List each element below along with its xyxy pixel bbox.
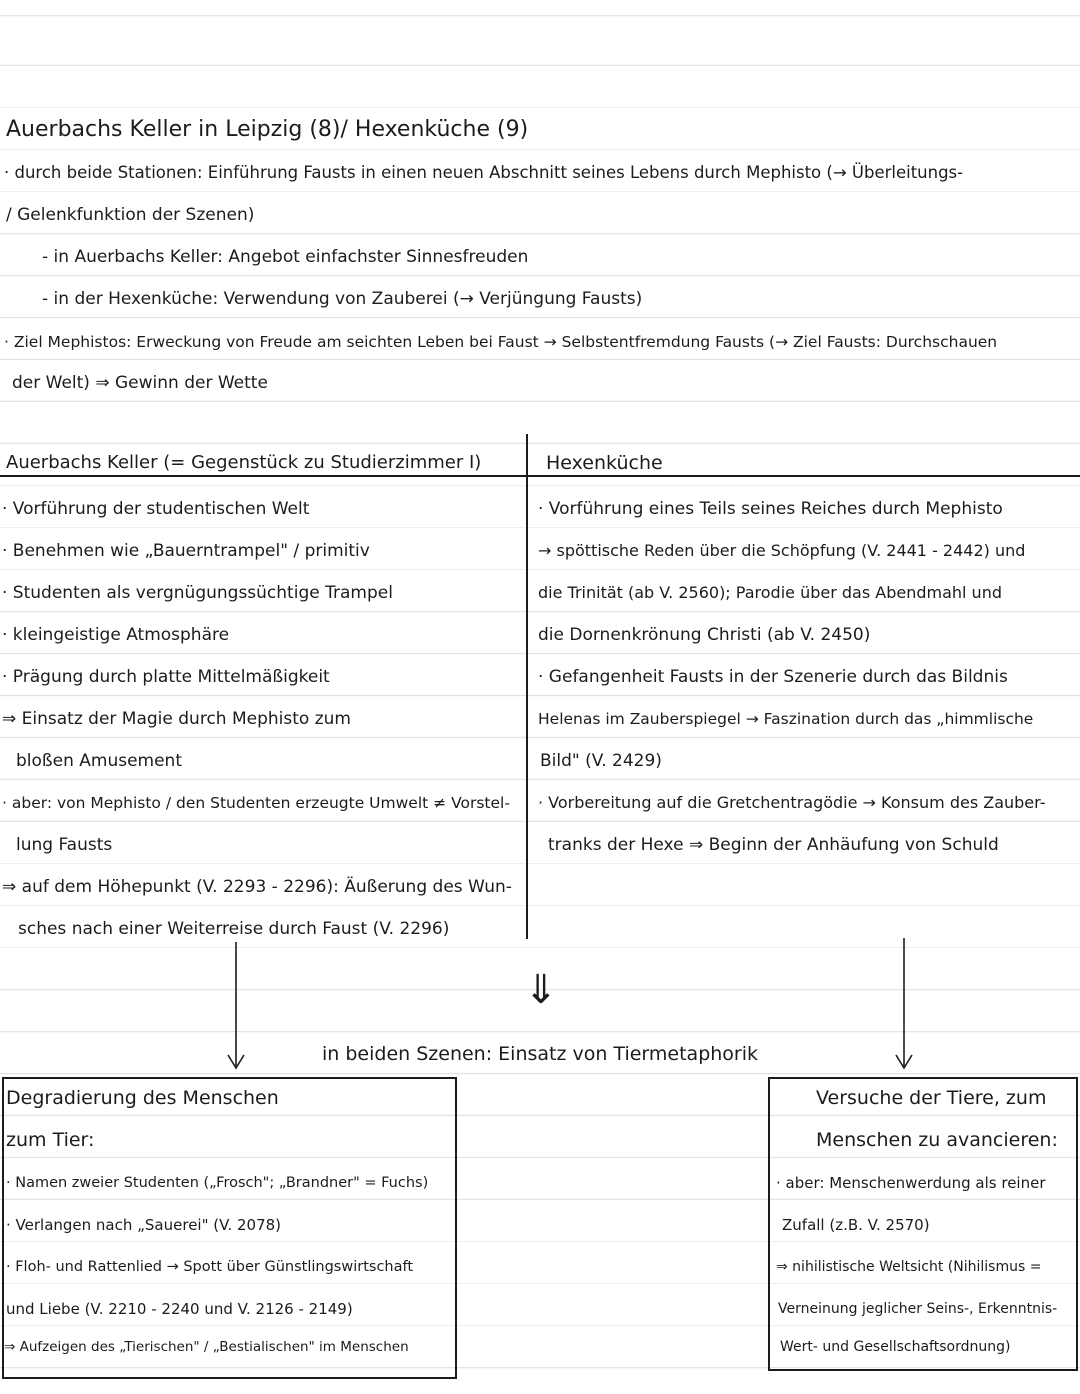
- intro-line-2: / Gelenkfunktion der Szenen): [6, 205, 255, 225]
- right-line-2: → spöttische Reden über die Schöpfung (V. 2441 - 2442) und: [538, 541, 1026, 560]
- right-line-6: Helenas im Zauberspiegel → Faszination durch das „himmlische: [538, 710, 1034, 728]
- right-line-1: · Vorführung eines Teils seines Reiches durch Mephisto: [538, 499, 1003, 519]
- box-right-line-4: Zufall (z.B. V. 2570): [782, 1216, 930, 1234]
- box-right-line-6: Verneinung jeglicher Seins-, Erkenntnis-: [778, 1301, 1058, 1317]
- left-line-4: · kleingeistige Atmosphäre: [2, 625, 230, 645]
- left-column-heading: Auerbachs Keller (= Gegenstück zu Studierzimmer I): [6, 452, 482, 473]
- left-line-2: · Benehmen wie „Bauerntrampel" / primitiv: [2, 541, 370, 561]
- page-title: Auerbachs Keller in Leipzig (8)/ Hexenküche (9): [6, 117, 529, 142]
- left-line-3: · Studenten als vergnügungssüchtige Trampel: [2, 583, 393, 603]
- intro-sub-1: - in Auerbachs Keller: Angebot einfachster Sinnesfreuden: [42, 247, 529, 267]
- intro-line-3: · Ziel Mephistos: Erweckung von Freude am seichten Leben bei Faust → Selbstentfremdung Fausts (→ Ziel Fausts: Durchschauen: [4, 333, 998, 351]
- box-left-line-2: zum Tier:: [6, 1129, 95, 1151]
- box-left-line-7: ⇒ Aufzeigen des „Tierischen" / „Bestialischen" im Menschen: [4, 1339, 409, 1355]
- right-line-5: · Gefangenheit Fausts in der Szenerie durch das Bildnis: [538, 667, 1008, 687]
- box-right-line-3: · aber: Menschenwerdung als reiner: [776, 1174, 1046, 1192]
- intro-line-1: · durch beide Stationen: Einführung Fausts in einen neuen Abschnitt seines Lebens durch Mephisto (→ Überleitungs-: [4, 163, 964, 182]
- box-left-line-1: Degradierung des Menschen: [6, 1087, 279, 1109]
- right-line-7: Bild" (V. 2429): [540, 751, 662, 771]
- right-line-9: tranks der Hexe ⇒ Beginn der Anhäufung von Schuld: [548, 835, 999, 855]
- box-right-line-2: Menschen zu avancieren:: [816, 1129, 1058, 1151]
- left-line-9: lung Fausts: [16, 835, 113, 855]
- right-line-8: · Vorbereitung auf die Gretchentragödie → Konsum des Zauber-: [538, 793, 1046, 812]
- conclusion-text: in beiden Szenen: Einsatz von Tiermetaphorik: [322, 1043, 759, 1065]
- box-right-line-7: Wert- und Gesellschaftsordnung): [780, 1339, 1011, 1355]
- left-line-7: bloßen Amusement: [16, 751, 182, 771]
- box-left-line-3: · Namen zweier Studenten („Frosch"; „Brandner" = Fuchs): [6, 1175, 429, 1191]
- double-down-arrow: ⇓: [524, 967, 558, 1013]
- intro-sub-2: - in der Hexenküche: Verwendung von Zauberei (→ Verjüngung Fausts): [42, 289, 643, 309]
- box-right-line-1: Versuche der Tiere, zum: [816, 1087, 1047, 1109]
- right-line-4: die Dornenkrönung Christi (ab V. 2450): [538, 625, 871, 645]
- box-right-line-5: ⇒ nihilistische Weltsicht (Nihilismus =: [776, 1259, 1042, 1275]
- left-line-11: sches nach einer Weiterreise durch Faust (V. 2296): [18, 919, 450, 939]
- right-column-heading: Hexenküche: [546, 452, 663, 474]
- box-left-line-5: · Floh- und Rattenlied → Spott über Günstlingswirtschaft: [6, 1259, 414, 1275]
- box-left-line-6: und Liebe (V. 2210 - 2240 und V. 2126 - 2149): [6, 1300, 353, 1318]
- left-line-1: · Vorführung der studentischen Welt: [2, 499, 310, 519]
- left-line-5: · Prägung durch platte Mittelmäßigkeit: [2, 667, 330, 687]
- right-line-3: die Trinität (ab V. 2560); Parodie über das Abendmahl und: [538, 583, 1002, 602]
- left-line-6: ⇒ Einsatz der Magie durch Mephisto zum: [2, 709, 351, 729]
- left-line-8: · aber: von Mephisto / den Studenten erzeugte Umwelt ≠ Vorstel-: [2, 794, 510, 812]
- box-left-line-4: · Verlangen nach „Sauerei" (V. 2078): [6, 1216, 282, 1234]
- intro-line-4: der Welt) ⇒ Gewinn der Wette: [12, 373, 268, 393]
- left-line-10: ⇒ auf dem Höhepunkt (V. 2293 - 2296): Äußerung des Wun-: [2, 877, 512, 897]
